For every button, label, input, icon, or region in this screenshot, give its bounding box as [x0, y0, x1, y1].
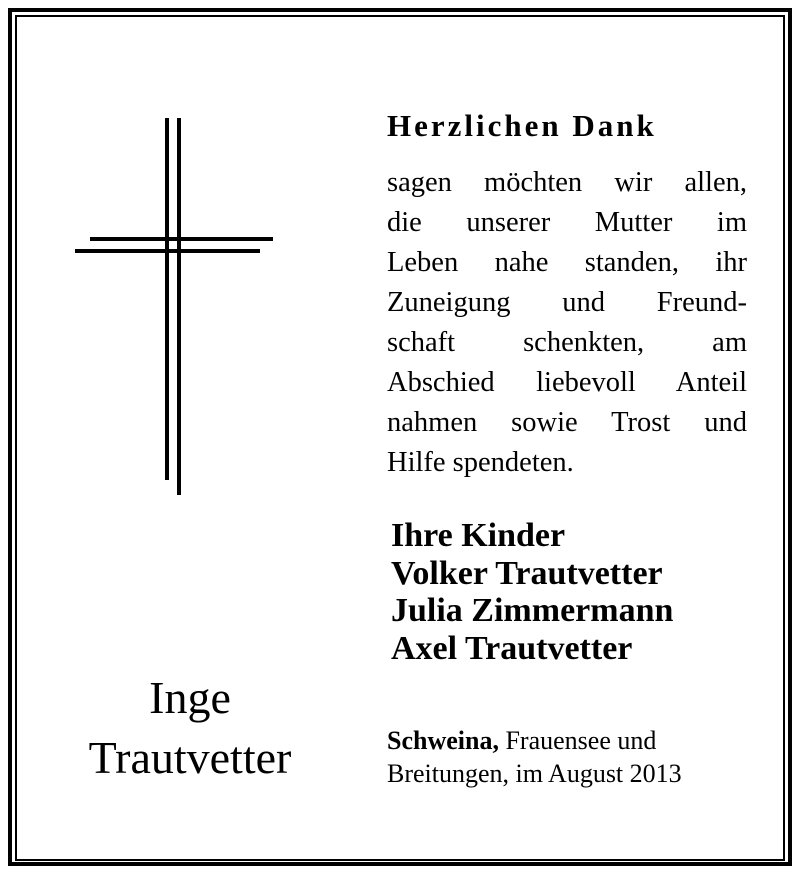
place-line-2: Breitungen, im August 2013	[387, 759, 682, 788]
body-line: Leben nahe standen, ihr	[387, 247, 747, 278]
body-line: Zuneigung und Freund-	[387, 287, 747, 318]
body-line: Abschied liebevoll Anteil	[387, 367, 747, 398]
place-line-1	[387, 724, 682, 757]
signer-line: Julia Zimmermann	[391, 592, 674, 629]
notice-body	[387, 163, 747, 483]
cross-icon	[70, 115, 280, 495]
deceased-first-name: Inge	[149, 672, 231, 723]
signer-line: Volker Trautvetter	[391, 554, 663, 592]
deceased-last-name: Trautvetter	[88, 732, 292, 783]
body-line: schaft schenkten, am	[387, 327, 747, 358]
signers-list	[391, 517, 673, 667]
place-town: Schweina,	[387, 726, 499, 755]
signer-line: Axel Trautvetter	[391, 629, 633, 667]
notice-heading: Herzlichen Dank	[387, 108, 657, 143]
place-date	[387, 724, 682, 790]
signer-line: Ihre Kinder	[391, 517, 566, 554]
place-other-towns: Frauensee und	[498, 726, 657, 755]
body-line: die unserer Mutter im	[387, 207, 747, 238]
body-line: nahmen sowie Trost und	[387, 407, 747, 438]
body-line: sagen möchten wir allen,	[387, 167, 747, 198]
body-line: Hilfe spendeten.	[387, 447, 574, 478]
